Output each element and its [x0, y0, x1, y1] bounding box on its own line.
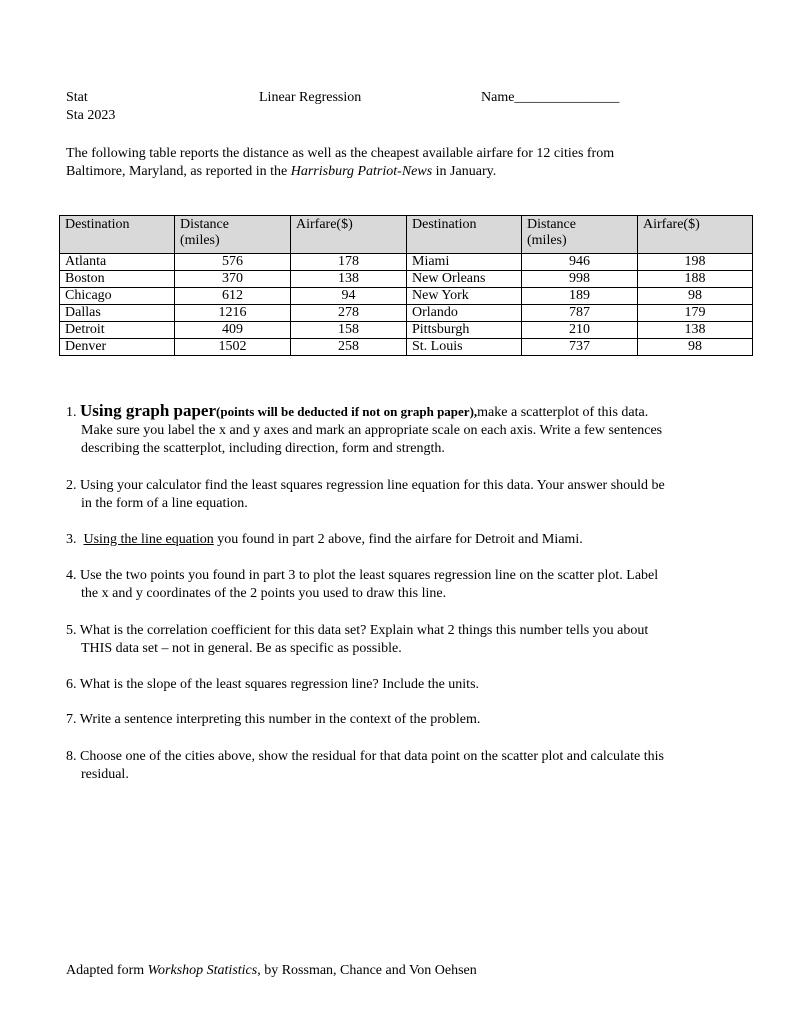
- table-cell: 94: [291, 288, 407, 305]
- table-cell: 189: [522, 288, 638, 305]
- table-row: [60, 305, 753, 322]
- table-cell: 370: [175, 271, 291, 288]
- table-cell: 787: [522, 305, 638, 322]
- table-cell: Chicago: [60, 288, 175, 305]
- q3-underlined-phrase: Using the line equation: [83, 532, 214, 547]
- table-cell: New Orleans: [407, 271, 522, 288]
- table-cell: Orlando: [407, 305, 522, 322]
- header-distance: Distance (miles): [522, 216, 638, 254]
- table-cell: 737: [522, 339, 638, 356]
- q1-warning: (points will be deducted if not on graph paper),: [216, 404, 478, 419]
- footer-book-title: Workshop Statistics: [147, 963, 258, 978]
- table-cell: Dallas: [60, 305, 175, 322]
- section-label: Sta 2023: [66, 108, 116, 123]
- table-cell: New York: [407, 288, 522, 305]
- table-header-row: [60, 216, 753, 254]
- table-cell: 258: [291, 339, 407, 356]
- question-3: 3. Using the line equation you found in part 2 above, find the airfare for Detroit and Miami.: [66, 532, 583, 547]
- course-label: Stat: [66, 90, 88, 105]
- header-airfare: Airfare($): [638, 216, 753, 254]
- q1-emphasis: Using graph paper: [80, 401, 217, 420]
- table-cell: 138: [291, 271, 407, 288]
- question-5: 5. What is the correlation coefficient for this data set? Explain what 2 things this number tells you about THIS data set – not in general. Be as specific as possible.: [66, 623, 649, 656]
- table-cell: 1502: [175, 339, 291, 356]
- table-cell: 158: [291, 322, 407, 339]
- document-title: Linear Regression: [259, 90, 362, 105]
- question-8: 8. Choose one of the cities above, show the residual for that data point on the scatter plot and calculate this residual.: [66, 749, 664, 782]
- table-cell: 198: [638, 254, 753, 271]
- table-row: [60, 254, 753, 271]
- table-cell: Denver: [60, 339, 175, 356]
- question-4: 4. Use the two points you found in part 3 to plot the least squares regression line on the scatter plot. Label the x and y coordinates of the 2 points you used to draw this line.: [66, 568, 659, 601]
- table-cell: 409: [175, 322, 291, 339]
- intro-line-2: Baltimore, Maryland, as reported in the Harrisburg Patriot-News in January.: [66, 164, 497, 179]
- table-cell: 98: [638, 339, 753, 356]
- table-cell: 98: [638, 288, 753, 305]
- table-cell: Miami: [407, 254, 522, 271]
- table-cell: 188: [638, 271, 753, 288]
- name-field-label: Name_______________: [481, 90, 620, 105]
- table-row: [60, 322, 753, 339]
- table-cell: 1216: [175, 305, 291, 322]
- header-destination: Destination: [407, 216, 522, 254]
- question-1: 1. Using graph paper(points will be deducted if not on graph paper),make a scatterplot of this data. Make sure you label the x and y axes and mark an appropriate scale on each axis. Write a few sentences describing the scatterplot, including direction, form and strength.: [66, 401, 663, 456]
- table-cell: 946: [522, 254, 638, 271]
- table-cell: 998: [522, 271, 638, 288]
- table-cell: Detroit: [60, 322, 175, 339]
- table-cell: Boston: [60, 271, 175, 288]
- table-cell: 612: [175, 288, 291, 305]
- table-cell: St. Louis: [407, 339, 522, 356]
- source-newspaper: Harrisburg Patriot-News: [290, 164, 433, 179]
- table-cell: 178: [291, 254, 407, 271]
- table-cell: 179: [638, 305, 753, 322]
- question-2: 2. Using your calculator find the least squares regression line equation for this data. Your answer should be in the form of a line equation.: [66, 478, 665, 511]
- question-6: 6. What is the slope of the least squares regression line? Include the units.: [66, 677, 480, 692]
- table-cell: 210: [522, 322, 638, 339]
- table-cell: Pittsburgh: [407, 322, 522, 339]
- airfare-table: [59, 215, 753, 356]
- header-airfare: Airfare($): [291, 216, 407, 254]
- intro-line-1: The following table reports the distance as well as the cheapest available airfare for 12 cities from: [66, 146, 615, 161]
- table-cell: 576: [175, 254, 291, 271]
- table-row: [60, 339, 753, 356]
- table-row: [60, 271, 753, 288]
- table-cell: 278: [291, 305, 407, 322]
- table-row: [60, 288, 753, 305]
- header-distance: Distance (miles): [175, 216, 291, 254]
- table-cell: 138: [638, 322, 753, 339]
- table-cell: Atlanta: [60, 254, 175, 271]
- question-7: 7. Write a sentence interpreting this number in the context of the problem.: [66, 712, 481, 727]
- header-destination: Destination: [60, 216, 175, 254]
- footer-attribution: Adapted form Workshop Statistics, by Rossman, Chance and Von Oehsen: [66, 963, 477, 978]
